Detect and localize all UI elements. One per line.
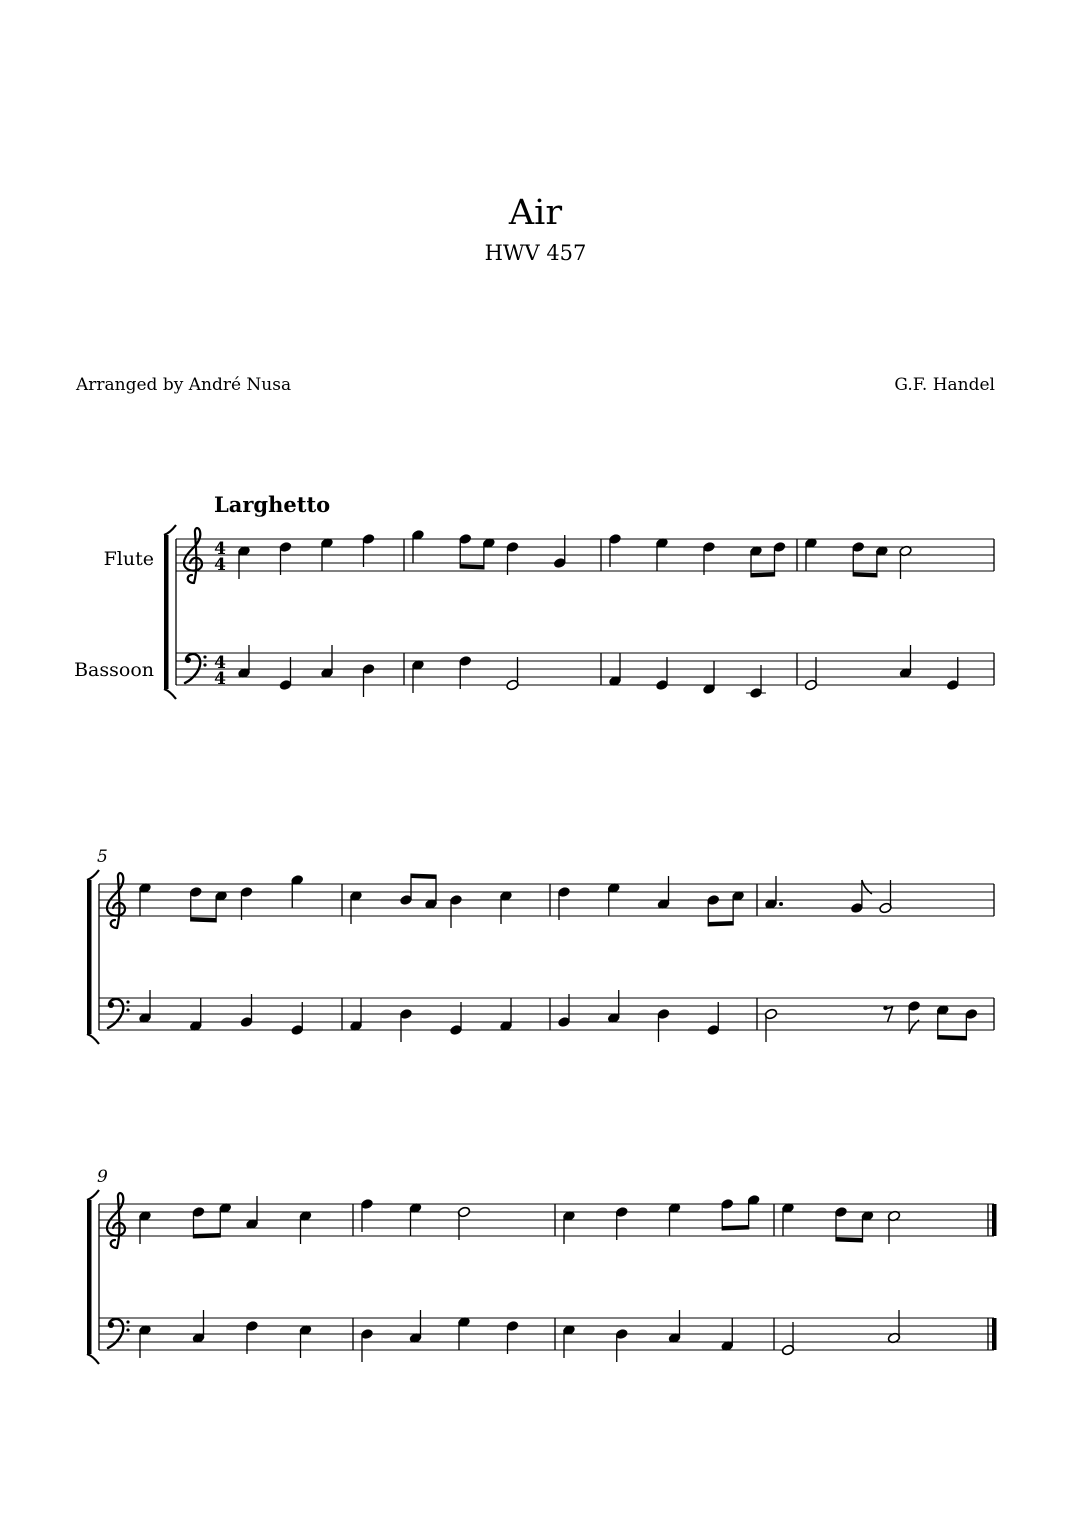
bracket-bottom-hook — [164, 689, 176, 699]
composer-credit: G.F. Handel — [894, 375, 995, 395]
instrument-label-bassoon: Bassoon — [74, 659, 154, 681]
system-bracket — [87, 1200, 92, 1354]
bass-clef-dot — [126, 1000, 129, 1003]
bass-clef-dot — [126, 1328, 129, 1331]
bracket-top-hook — [87, 870, 99, 880]
bass-clef-dot — [126, 1008, 129, 1011]
time-signature-numerator: 4 — [214, 539, 226, 559]
note-beam — [708, 921, 733, 927]
bracket-top-hook — [164, 525, 176, 535]
time-signature-numerator: 4 — [214, 653, 226, 673]
final-barline-thick — [992, 1318, 997, 1350]
final-barline-thick — [992, 1204, 997, 1236]
augmentation-dot — [779, 902, 783, 906]
note-beam — [938, 1035, 967, 1041]
bass-clef-dot — [126, 1320, 129, 1323]
time-signature-denominator: 4 — [214, 669, 226, 689]
system-bracket — [87, 880, 92, 1034]
instrument-label-flute: Flute — [103, 548, 154, 570]
system-bracket — [164, 535, 169, 689]
bracket-bottom-hook — [87, 1354, 99, 1364]
bass-clef-dot — [203, 655, 206, 658]
note-beam — [411, 874, 436, 880]
arranger-credit: Arranged by André Nusa — [76, 375, 292, 395]
note-beam — [836, 1237, 863, 1243]
measure-number: 5 — [97, 847, 108, 867]
note-beam — [191, 917, 216, 923]
score-subtitle: HWV 457 — [484, 241, 587, 265]
bass-clef-head — [108, 1322, 114, 1328]
tempo-marking: Larghetto — [214, 492, 331, 517]
bracket-bottom-hook — [87, 1034, 99, 1044]
note-beam — [722, 1225, 748, 1231]
measure-number: 9 — [97, 1167, 108, 1187]
bass-clef-head — [108, 1002, 114, 1008]
time-signature-denominator: 4 — [214, 555, 226, 575]
note-beam — [751, 572, 775, 578]
bracket-top-hook — [87, 1190, 99, 1200]
bass-clef-dot — [203, 663, 206, 666]
note-beam — [853, 572, 877, 578]
note-beam — [460, 564, 484, 570]
bass-clef-head — [185, 657, 191, 663]
score-title: Air — [508, 193, 563, 233]
note-beam — [194, 1233, 221, 1239]
